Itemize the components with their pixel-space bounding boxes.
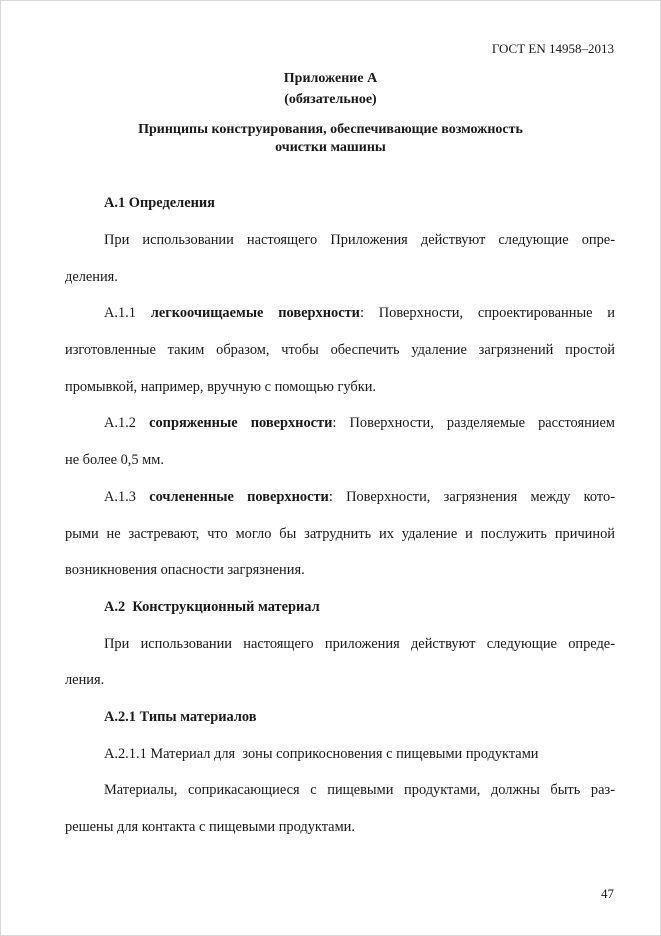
paragraph-line: возникновения опасности загрязнения. xyxy=(65,562,305,578)
standard-code: ГОСТ EN 14958–2013 xyxy=(491,41,614,56)
appendix-title: Приложение А xyxy=(283,71,378,86)
section-a21-heading: А.2.1 Типы материалов xyxy=(104,709,257,725)
paragraph-line: При использовании настоящего приложения действуют следующие опреде- xyxy=(104,636,615,652)
definition-text: : Поверхности, загрязнения между кото- xyxy=(328,489,615,505)
paragraph-line: Материалы, соприкасающиеся с пищевыми продуктами, должны быть раз- xyxy=(104,782,615,798)
subsection-a2111: А.2.1.1 Материал для зоны соприкосновения с пищевыми продуктами xyxy=(104,746,539,762)
paragraph-line: изготовленные таким образом, чтобы обеспечить удаление загрязнений простой xyxy=(65,342,615,358)
paragraph-line: ления. xyxy=(65,672,105,688)
paragraph-line: решены для контакта с пищевыми продуктами. xyxy=(65,819,355,835)
definition-number: А.1.2 xyxy=(104,415,150,431)
paragraph-line: не более 0,5 мм. xyxy=(65,452,164,468)
definition-number: А.1.3 xyxy=(104,489,150,505)
definition-number: А.1.1 xyxy=(104,305,151,321)
paragraph-line: При использовании настоящего Приложения действуют следующие опре- xyxy=(104,232,615,248)
paragraph-line: рыми не застревают, что могло бы затруднить их удаление и послужить причиной xyxy=(65,526,615,542)
definition-text: : Поверхности, спроектированные и xyxy=(359,305,615,321)
definition-a113 xyxy=(104,487,615,507)
definition-term: сопряженные поверхности xyxy=(149,415,333,431)
appendix-status: (обязательное) xyxy=(284,92,377,107)
paragraph-line: промывкой, например, вручную с помощью губки. xyxy=(65,379,377,395)
definition-a112 xyxy=(104,413,615,433)
section-a1-heading: А.1 Определения xyxy=(104,195,215,211)
appendix-heading-line2: очистки машины xyxy=(275,140,386,155)
page-number: 47 xyxy=(601,886,614,901)
paragraph-line: деления. xyxy=(65,269,118,285)
section-a2-heading: А.2 Конструкционный материал xyxy=(104,599,320,615)
definition-term: сочлененные поверхности xyxy=(149,489,329,505)
definition-a111 xyxy=(104,303,615,323)
definition-text: : Поверхности, разделяемые расстоянием xyxy=(332,415,615,431)
appendix-heading-line1: Принципы конструирования, обеспечивающие возможность xyxy=(138,122,523,137)
definition-term: легкоочищаемые поверхности xyxy=(150,305,360,321)
